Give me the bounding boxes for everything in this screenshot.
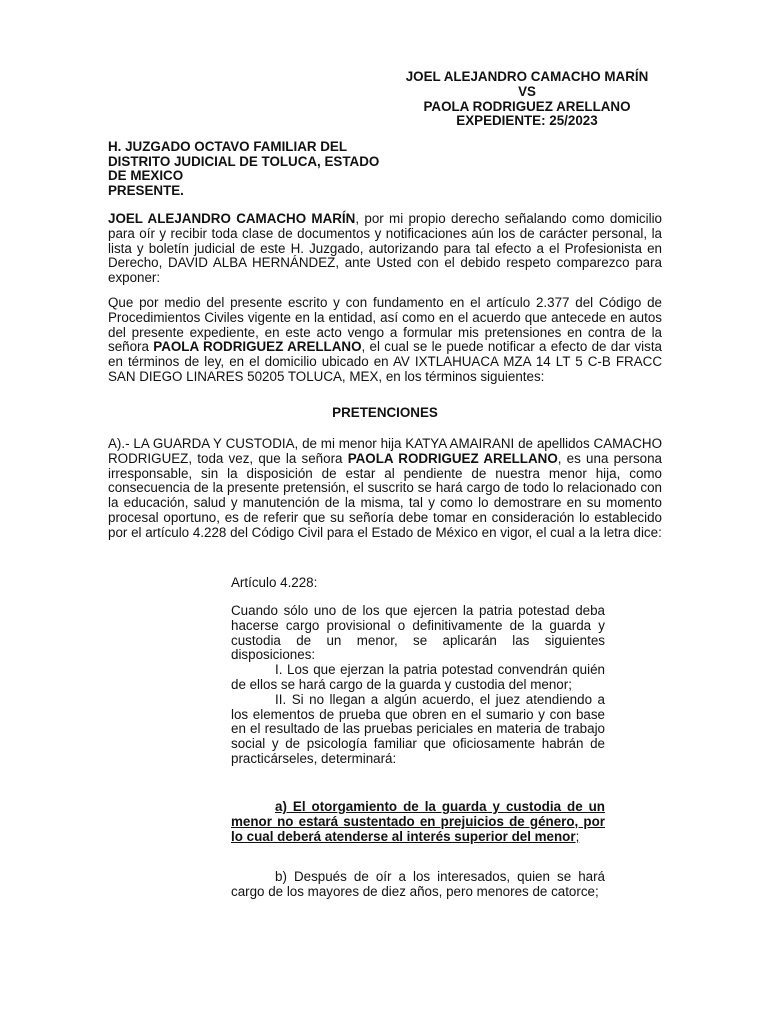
- defendant-inline-name: PAOLA RODRIGUEZ ARELLANO: [347, 450, 558, 466]
- claim-text: , es una persona irresponsable, sin la disposición de estar al pendiente de nuestra menor hija, como consecuencia de la presente pretensión, el suscrito se hará cargo de todo lo relacionado con la educación, salud y manutención de la misma, tal y como lo demostrare en su momento procesal oportuno, es de referir que su señoría debe tomar en consideración lo establecido por el artículo 4.228 del Código Civil para el Estado de México en vigor, el cual a la letra dice:: [108, 450, 662, 540]
- intro-name: JOEL ALEJANDRO CAMACHO MARÍN: [108, 211, 356, 226]
- article-item-a-text: a) El otorgamiento de la guarda y custodia de un menor no estará sustentado en prejuicios de género, por lo cual deberá atenderse al interés superior del menor: [231, 799, 605, 844]
- article-item-b: [231, 870, 605, 900]
- defendant-name: PAOLA RODRIGUEZ ARELLANO: [423, 98, 631, 114]
- article-item-2: [231, 693, 605, 767]
- case-number: EXPEDIENTE: 25/2023: [456, 113, 598, 129]
- petition-text: Que por medio del presente escrito y con fundamento en el artículo 2.377 del Código de Procedimientos Civiles vigente en la entidad, así como en el acuerdo que antecede en autos del presente expediente, en este acto vengo a formular mis pretensiones en contra de la señora: [108, 295, 662, 355]
- article-quote: [231, 604, 605, 767]
- article-item-a: [231, 800, 605, 844]
- court-line: DE MEXICO: [108, 168, 184, 184]
- case-caption: [377, 70, 677, 129]
- court-line: DISTRITO JUDICIAL DE TOLUCA, ESTADO: [108, 153, 380, 169]
- article-item-a-end: ;: [575, 828, 580, 844]
- article-intro: Cuando sólo uno de los que ejercen la patria potestad deba hacerse cargo provisional o definitivamente de la guarda y custodia de un menor, se aplicarán las siguientes disposiciones:: [231, 603, 605, 663]
- court-address: [108, 140, 428, 198]
- claim-text: A).- LA GUARDA Y CUSTODIA, de mi menor hija KATYA AMAIRANI de apellidos CAMACHO RODRIGUEZ, toda vez, que la señora: [108, 436, 662, 466]
- claim-a-paragraph: [108, 437, 662, 541]
- plaintiff-name: JOEL ALEJANDRO CAMACHO MARÍN: [405, 69, 649, 84]
- article-item-text: II. Si no llegan a algún acuerdo, el juez atendiendo a los elementos de prueba que obren en el sumario y con base en el resultado de las pruebas periciales en materia de trabajo social y de psicología familiar que oficiosamente habrán de practicárseles, determinará:: [231, 691, 605, 766]
- petition-text: , el cual se le puede notificar a efecto de dar vista en términos de ley, en el domicilio ubicado en AV IXTLAHUACA MZA 14 LT 5 C-B FRACC SAN DIEGO LINARES 50205 TOLUCA, MEX, en los términos siguientes:: [108, 339, 662, 384]
- court-line: H. JUZGADO OCTAVO FAMILIAR DEL: [108, 139, 348, 154]
- defendant-inline-name: PAOLA RODRIGUEZ ARELLANO: [153, 339, 362, 355]
- article-title: Artículo 4.228:: [231, 575, 318, 590]
- petition-paragraph: [108, 296, 662, 385]
- court-line: PRESENTE.: [108, 182, 184, 198]
- versus-label: VS: [518, 83, 536, 99]
- section-heading: PRETENCIONES: [332, 405, 438, 420]
- article-item-text: I. Los que ejerzan la patria potestad convendrán quién de ellos se hará cargo de la guarda y custodia del menor;: [231, 662, 605, 692]
- intro-text: , por mi propio derecho señalando como domicilio para oír y recibir toda clase de documentos y notificaciones aún los de carácter personal, la lista y boletín judicial de este H. Juzgado, autorizando para tal efecto a el Profesionista en Derecho, DAVID ALBA HERNÁNDEZ, ante Usted con el debido respeto comparezco para exponer:: [108, 211, 663, 286]
- article-item-1: [231, 663, 605, 693]
- intro-paragraph: [108, 212, 662, 286]
- article-item-b-text: b) Después de oír a los interesados, quien se hará cargo de los mayores de diez años, pero menores de catorce;: [231, 869, 605, 899]
